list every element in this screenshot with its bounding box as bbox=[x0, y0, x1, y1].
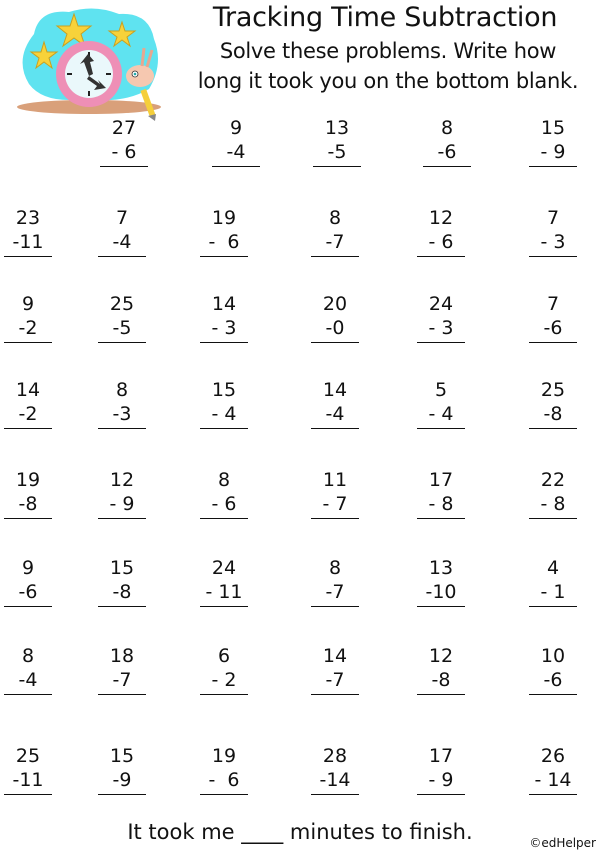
problem-6-4[interactable] bbox=[311, 556, 359, 607]
answer-line bbox=[311, 428, 359, 429]
minuend: 14 bbox=[322, 379, 348, 401]
answer-line bbox=[200, 794, 248, 795]
minuend: 17 bbox=[428, 745, 454, 767]
subtrahend: - 6 bbox=[208, 231, 240, 253]
answer-line bbox=[311, 794, 359, 795]
problem-4-4[interactable] bbox=[311, 378, 359, 429]
minuend: 23 bbox=[15, 207, 41, 229]
minuend: 24 bbox=[211, 557, 237, 579]
minuend: 9 bbox=[21, 557, 35, 579]
subtrahend: -2 bbox=[18, 403, 38, 425]
problem-8-1[interactable] bbox=[4, 744, 52, 795]
minuend: 14 bbox=[15, 379, 41, 401]
time-taken-line[interactable]: It took me ____ minutes to finish. bbox=[127, 820, 473, 844]
minuend: 7 bbox=[115, 207, 129, 229]
subtrahend: -8 bbox=[431, 669, 451, 691]
minuend: 9 bbox=[21, 293, 35, 315]
answer-line bbox=[529, 256, 577, 257]
subtrahend: -0 bbox=[325, 317, 345, 339]
answer-line bbox=[200, 256, 248, 257]
copyright: ©edHelper bbox=[529, 836, 596, 850]
instructions bbox=[176, 36, 600, 96]
answer-line bbox=[529, 166, 577, 167]
minuend: 8 bbox=[328, 207, 342, 229]
answer-line bbox=[417, 606, 465, 607]
answer-line bbox=[200, 694, 248, 695]
subtrahend: - 2 bbox=[211, 669, 237, 691]
problem-3-3[interactable] bbox=[200, 292, 248, 343]
minuend: 15 bbox=[109, 557, 135, 579]
answer-line bbox=[98, 606, 146, 607]
minuend: 8 bbox=[440, 117, 454, 139]
minuend: 27 bbox=[111, 117, 137, 139]
answer-line bbox=[311, 518, 359, 519]
problem-6-5[interactable] bbox=[417, 556, 465, 607]
subtrahend: - 9 bbox=[540, 141, 566, 163]
subtrahend: -2 bbox=[18, 317, 38, 339]
problem-1-1[interactable] bbox=[100, 116, 148, 167]
problem-7-1[interactable] bbox=[4, 644, 52, 695]
answer-line bbox=[529, 428, 577, 429]
answer-line bbox=[417, 342, 465, 343]
subtrahend: -4 bbox=[226, 141, 246, 163]
problem-4-5[interactable] bbox=[417, 378, 465, 429]
answer-line bbox=[417, 518, 465, 519]
minuend: 10 bbox=[540, 645, 566, 667]
subtrahend: - 9 bbox=[109, 493, 135, 515]
subtrahend: -11 bbox=[12, 231, 44, 253]
minuend: 15 bbox=[109, 745, 135, 767]
problem-1-3[interactable] bbox=[313, 116, 361, 167]
problem-3-1[interactable] bbox=[4, 292, 52, 343]
minuend: 13 bbox=[428, 557, 454, 579]
subtrahend: - 6 bbox=[208, 769, 240, 791]
minuend: 5 bbox=[434, 379, 448, 401]
answer-line bbox=[417, 428, 465, 429]
answer-line bbox=[100, 166, 148, 167]
minuend: 24 bbox=[428, 293, 454, 315]
minuend: 20 bbox=[322, 293, 348, 315]
answer-line bbox=[4, 428, 52, 429]
minuend: 17 bbox=[428, 469, 454, 491]
answer-line bbox=[212, 166, 260, 167]
subtrahend: - 4 bbox=[428, 403, 454, 425]
subtrahend: -6 bbox=[543, 669, 563, 691]
subtrahend: -8 bbox=[18, 493, 38, 515]
answer-line bbox=[98, 256, 146, 257]
minuend: 8 bbox=[115, 379, 129, 401]
subtrahend: - 6 bbox=[111, 141, 137, 163]
subtrahend: - 6 bbox=[211, 493, 237, 515]
problem-7-5[interactable] bbox=[417, 644, 465, 695]
problem-2-3[interactable] bbox=[200, 206, 248, 257]
problem-5-1[interactable] bbox=[4, 468, 52, 519]
subtrahend: -14 bbox=[319, 769, 351, 791]
answer-line bbox=[417, 694, 465, 695]
minuend: 26 bbox=[540, 745, 566, 767]
subtrahend: -11 bbox=[12, 769, 44, 791]
subtrahend: - 8 bbox=[540, 493, 566, 515]
minuend: 8 bbox=[21, 645, 35, 667]
subtrahend: -4 bbox=[18, 669, 38, 691]
problem-3-2[interactable] bbox=[98, 292, 146, 343]
problem-1-5[interactable] bbox=[529, 116, 577, 167]
answer-line bbox=[98, 342, 146, 343]
subtrahend: - 4 bbox=[211, 403, 237, 425]
minuend: 7 bbox=[546, 293, 560, 315]
minuend: 12 bbox=[428, 645, 454, 667]
problem-2-5[interactable] bbox=[417, 206, 465, 257]
minuend: 12 bbox=[109, 469, 135, 491]
answer-line bbox=[529, 606, 577, 607]
subtrahend: - 1 bbox=[540, 581, 566, 603]
problem-8-4[interactable] bbox=[311, 744, 359, 795]
answer-line bbox=[98, 794, 146, 795]
problem-1-2[interactable] bbox=[212, 116, 260, 167]
subtrahend: -7 bbox=[325, 581, 345, 603]
subtrahend: -6 bbox=[18, 581, 38, 603]
problem-7-2[interactable] bbox=[98, 644, 146, 695]
minuend: 25 bbox=[109, 293, 135, 315]
subtrahend: -9 bbox=[112, 769, 132, 791]
answer-line bbox=[417, 794, 465, 795]
minuend: 15 bbox=[540, 117, 566, 139]
minuend: 13 bbox=[324, 117, 350, 139]
subtrahend: -3 bbox=[112, 403, 132, 425]
answer-line bbox=[313, 166, 361, 167]
minuend: 28 bbox=[322, 745, 348, 767]
subtrahend: - 3 bbox=[540, 231, 566, 253]
answer-line bbox=[200, 342, 248, 343]
problem-2-2[interactable] bbox=[98, 206, 146, 257]
minuend: 25 bbox=[15, 745, 41, 767]
problem-8-3[interactable] bbox=[200, 744, 248, 795]
answer-line bbox=[529, 342, 577, 343]
subtrahend: - 14 bbox=[534, 769, 572, 791]
answer-line bbox=[98, 694, 146, 695]
problem-4-2[interactable] bbox=[98, 378, 146, 429]
answer-line bbox=[529, 518, 577, 519]
answer-line bbox=[98, 428, 146, 429]
problem-4-6[interactable] bbox=[529, 378, 577, 429]
subtrahend: -8 bbox=[112, 581, 132, 603]
answer-line bbox=[4, 342, 52, 343]
answer-line bbox=[4, 256, 52, 257]
problem-7-3[interactable] bbox=[200, 644, 248, 695]
answer-line bbox=[200, 428, 248, 429]
subtrahend: -7 bbox=[112, 669, 132, 691]
subtrahend: -5 bbox=[327, 141, 347, 163]
problem-3-4[interactable] bbox=[311, 292, 359, 343]
answer-line bbox=[98, 518, 146, 519]
subtrahend: - 3 bbox=[428, 317, 454, 339]
problem-5-2[interactable] bbox=[98, 468, 146, 519]
answer-line bbox=[423, 166, 471, 167]
answer-line bbox=[311, 606, 359, 607]
problem-5-4[interactable] bbox=[311, 468, 359, 519]
problem-3-5[interactable] bbox=[417, 292, 465, 343]
answer-line bbox=[4, 794, 52, 795]
problem-6-1[interactable] bbox=[4, 556, 52, 607]
minuend: 4 bbox=[546, 557, 560, 579]
minuend: 11 bbox=[322, 469, 348, 491]
snail-clock-clipart-icon bbox=[14, 4, 164, 122]
answer-line bbox=[311, 694, 359, 695]
answer-line bbox=[417, 256, 465, 257]
problem-4-1[interactable] bbox=[4, 378, 52, 429]
problem-1-4[interactable] bbox=[423, 116, 471, 167]
problem-2-4[interactable] bbox=[311, 206, 359, 257]
problem-5-5[interactable] bbox=[417, 468, 465, 519]
subtrahend: - 3 bbox=[211, 317, 237, 339]
minuend: 9 bbox=[229, 117, 243, 139]
subtrahend: -8 bbox=[543, 403, 563, 425]
answer-line bbox=[529, 794, 577, 795]
subtrahend: -10 bbox=[425, 581, 457, 603]
minuend: 19 bbox=[211, 207, 237, 229]
answer-line bbox=[200, 518, 248, 519]
problem-5-6[interactable] bbox=[529, 468, 577, 519]
worksheet-title: Tracking Time Subtraction bbox=[212, 2, 558, 33]
subtrahend: - 9 bbox=[428, 769, 454, 791]
answer-line bbox=[529, 694, 577, 695]
subtrahend: - 8 bbox=[428, 493, 454, 515]
answer-line bbox=[4, 694, 52, 695]
problem-6-3[interactable] bbox=[200, 556, 248, 607]
subtrahend: -7 bbox=[325, 669, 345, 691]
minuend: 14 bbox=[211, 293, 237, 315]
problem-6-6[interactable] bbox=[529, 556, 577, 607]
problem-7-4[interactable] bbox=[311, 644, 359, 695]
problem-8-6[interactable] bbox=[529, 744, 577, 795]
minuend: 22 bbox=[540, 469, 566, 491]
problem-2-1[interactable] bbox=[4, 206, 52, 257]
subtrahend: -6 bbox=[543, 317, 563, 339]
subtrahend: - 11 bbox=[205, 581, 243, 603]
subtrahend: -7 bbox=[325, 231, 345, 253]
instructions-line-2: long it took you on the bottom blank. bbox=[197, 69, 579, 93]
problem-3-6[interactable] bbox=[529, 292, 577, 343]
answer-line bbox=[4, 518, 52, 519]
minuend: 12 bbox=[428, 207, 454, 229]
minuend: 8 bbox=[328, 557, 342, 579]
problem-5-3[interactable] bbox=[200, 468, 248, 519]
minuend: 19 bbox=[15, 469, 41, 491]
problem-8-2[interactable] bbox=[98, 744, 146, 795]
minuend: 15 bbox=[211, 379, 237, 401]
problem-2-6[interactable] bbox=[529, 206, 577, 257]
subtrahend: - 7 bbox=[322, 493, 348, 515]
minuend: 8 bbox=[217, 469, 231, 491]
problem-4-3[interactable] bbox=[200, 378, 248, 429]
subtrahend: -4 bbox=[112, 231, 132, 253]
minuend: 7 bbox=[546, 207, 560, 229]
minuend: 6 bbox=[217, 645, 231, 667]
subtrahend: -6 bbox=[437, 141, 457, 163]
answer-line bbox=[311, 342, 359, 343]
subtrahend: -5 bbox=[112, 317, 132, 339]
answer-line bbox=[200, 606, 248, 607]
instructions-line-1: Solve these problems. Write how bbox=[219, 39, 557, 63]
answer-line bbox=[311, 256, 359, 257]
answer-line bbox=[4, 606, 52, 607]
problem-8-5[interactable] bbox=[417, 744, 465, 795]
problem-7-6[interactable] bbox=[529, 644, 577, 695]
subtrahend: -4 bbox=[325, 403, 345, 425]
minuend: 18 bbox=[109, 645, 135, 667]
minuend: 19 bbox=[211, 745, 237, 767]
minuend: 14 bbox=[322, 645, 348, 667]
subtrahend: - 6 bbox=[428, 231, 454, 253]
minuend: 25 bbox=[540, 379, 566, 401]
problem-6-2[interactable] bbox=[98, 556, 146, 607]
